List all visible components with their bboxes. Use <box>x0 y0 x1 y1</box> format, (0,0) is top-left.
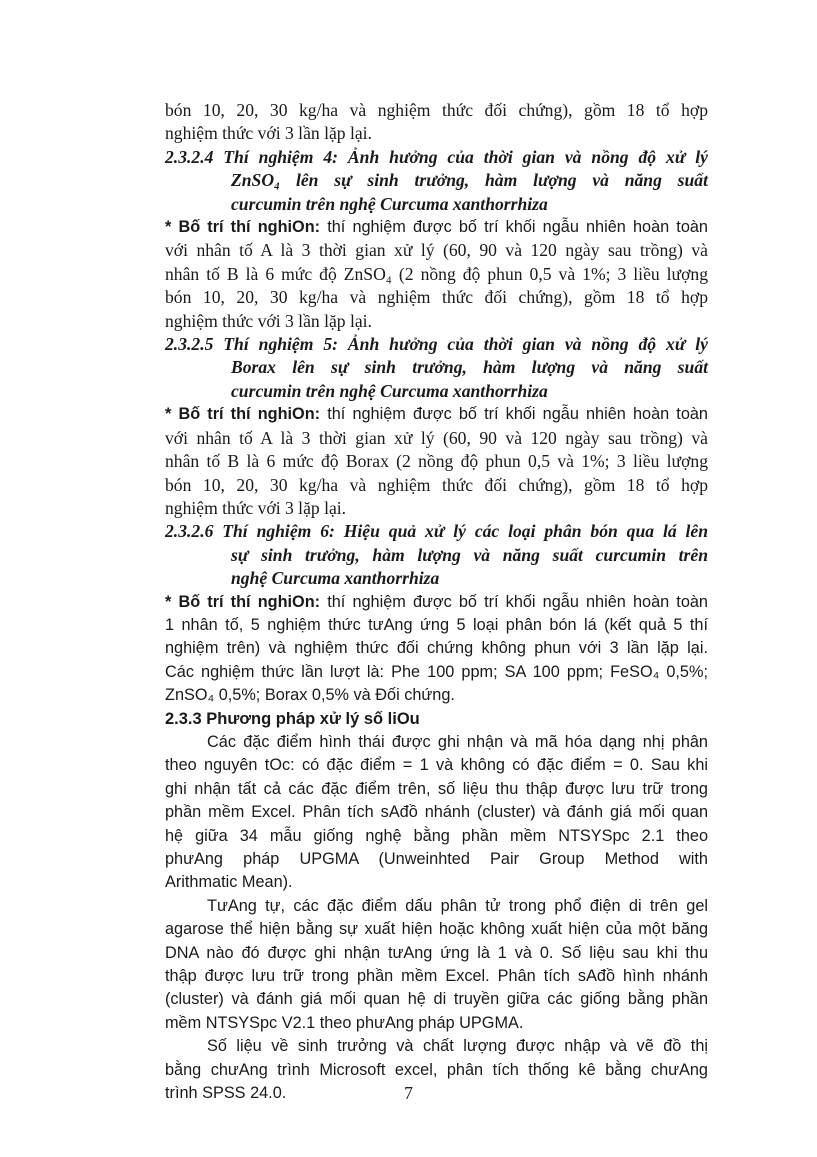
page-number: 7 <box>404 1083 413 1103</box>
text-line: ghi nhận tất cả các đặc điểm trên, số liệu thu thập được lưu trữ trong <box>165 779 708 798</box>
section-heading-line: sự sinh trưởng, hàm lượng và năng suất curcumin trên <box>231 544 708 565</box>
text-line: mềm NTSYSpc V2.1 theo phưAng pháp UPGMA. <box>165 1013 524 1032</box>
text-line <box>165 403 708 426</box>
text-line: ZnSO₄ 0,5%; Borax 0,5% và Đối chứng. <box>165 686 455 705</box>
text-line: Các đặc điểm hình thái được ghi nhận và mã hóa dạng nhị phân <box>207 732 708 751</box>
text-line: nhân tố B là 6 mức độ ZnSO₄ (2 nồng độ phun 0,5 và 1%; 3 liều lượng <box>165 263 708 284</box>
text-line: phưAng pháp UPGMA (Unweinhted Pair Group Method with <box>165 850 708 868</box>
text-line: Số liệu về sinh trưởng và chất lượng được nhập và vẽ đồ thị <box>207 1037 708 1056</box>
text-line: nghiệm thức với 3 lần lặp lại. <box>165 123 372 144</box>
section-heading-line: Borax lên sự sinh trưởng, hàm lượng và năng suất <box>231 357 708 378</box>
text-line: TưAng tự, các đặc điểm dấu phân tử trong phổ điện di trên gel <box>207 896 708 915</box>
text-line: agarose thể hiện bằng sự xuất hiện hoặc không xuất hiện của một băng <box>165 920 708 939</box>
section-heading-2-3-2-6: 2.3.2.6 Thí nghiệm 6: Hiệu quả xử lý các loại phân bón qua lá lên <box>165 521 708 542</box>
section-heading-2-3-3: 2.3.3 Phương pháp xử lý số liOu <box>165 709 420 728</box>
setup-label: * Bố trí thí nghiOn: <box>165 592 321 611</box>
text-line: bón 10, 20, 30 kg/ha và nghiệm thức đối chứng), gồm 18 tổ hợp <box>165 287 708 308</box>
text-line: nghiệm thức với 3 lặp lại. <box>165 497 347 518</box>
text-line: 1 nhân tố, 5 nghiệm thức tưAng ứng 5 loại phân bón lá (kết quả 5 thí <box>165 615 708 634</box>
text-line: Arithmatic Mean). <box>165 873 293 892</box>
text-line: DNA nào đó được ghi nhận tưAng ứng là 1 và 0. Số liệu sau khi thu <box>165 943 708 962</box>
text-line: với nhân tố A là 3 thời gian xử lý (60, 90 và 120 ngày sau trồng) và <box>165 427 708 448</box>
text-span: thí nghiệm được bố trí khối ngẫu nhiên hoàn toàn <box>327 405 708 424</box>
document-body <box>165 99 708 1105</box>
section-heading-2-3-2-4: 2.3.2.4 Thí nghiệm 4: Ảnh hưởng của thời gian và nồng độ xử lý <box>165 146 708 167</box>
text-line <box>165 591 708 614</box>
text-line: nghiệm thức với 3 lần lặp lại. <box>165 310 372 331</box>
text-span: thí nghiệm được bố trí khối ngẫu nhiên hoàn toàn <box>327 218 708 237</box>
setup-label: * Bố trí thí nghiOn: <box>165 218 321 237</box>
section-heading-line: curcumin trên nghệ Curcuma xanthorrhiza <box>231 193 548 214</box>
text-line: với nhân tố A là 3 thời gian xử lý (60, 90 và 120 ngày sau trồng) và <box>165 240 708 261</box>
text-line <box>165 216 708 239</box>
text-line: Các nghiệm thức lần lượt là: Phe 100 ppm; SA 100 ppm; FeSO₄ 0,5%; <box>165 662 708 681</box>
text-line: thập được lưu trữ trong phần mềm Excel. Phân tích sAđồ hình nhánh <box>165 967 708 986</box>
section-heading-line: ZnSO₄ lên sự sinh trưởng, hàm lượng và năng suất <box>231 170 708 191</box>
text-line: bằng chưAng trình Microsoft excel, phân tích thống kê bằng chưAng <box>165 1060 708 1079</box>
text-line: theo nguyên tOc: có đặc điểm = 1 và không có đặc điểm = 0. Sau khi <box>165 756 708 775</box>
text-line: trình SPSS 24.0. <box>165 1084 287 1103</box>
section-heading-2-3-2-5: 2.3.2.5 Thí nghiệm 5: Ảnh hưởng của thời gian và nồng độ xử lý <box>165 334 708 355</box>
section-heading-line: curcumin trên nghệ Curcuma xanthorrhiza <box>231 380 548 401</box>
text-line: nghiệm trên) và nghiệm thức đối chứng không phun với 3 lần lặp lại. <box>165 639 708 658</box>
text-line: (cluster) và đánh giá mối quan hệ di truyền giữa các giống bằng phần <box>165 990 708 1009</box>
text-line: hệ giữa 34 mẫu giống nghệ bằng phần mềm NTSYSpc 2.1 theo <box>165 826 708 845</box>
text-line: phần mềm Excel. Phân tích sAđồ nhánh (cluster) và đánh giá mối quan <box>165 803 708 822</box>
text-line: nhân tố B là 6 mức độ Borax (2 nồng độ phun 0,5 và 1%; 3 liều lượng <box>165 451 708 472</box>
text-line: bón 10, 20, 30 kg/ha và nghiệm thức đối chứng), gồm 18 tổ hợp <box>165 474 708 495</box>
setup-label: * Bố trí thí nghiOn: <box>165 405 321 424</box>
section-heading-line: nghệ Curcuma xanthorrhiza <box>231 568 440 589</box>
text-span: thí nghiệm được bố trí khối ngẫu nhiên hoàn toàn <box>327 592 708 611</box>
text-line: bón 10, 20, 30 kg/ha và nghiệm thức đối chứng), gồm 18 tổ hợp <box>165 100 708 120</box>
